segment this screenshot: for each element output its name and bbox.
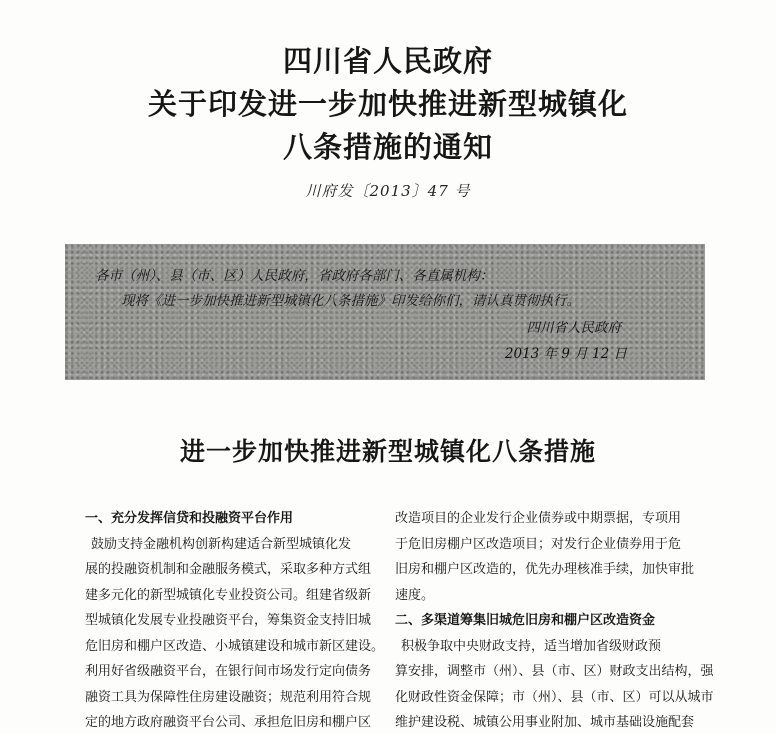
right-line: 化财政性资金保障；市（州）、县（市、区）可以从城市 <box>395 689 714 705</box>
document-number: 川府发〔2013〕47 号 <box>305 182 471 200</box>
title-line-2: 关于印发进一步加快推进新型城镇化 <box>147 87 628 121</box>
left-line: 融资工具为保障性住房建设融资；规范利用符合规 <box>85 689 372 705</box>
right-line: 改造项目的企业发行企业债券或中期票据，专项用 <box>395 511 682 526</box>
left-line: 利用好省级融资平台，在银行间市场发行定向债务 <box>85 664 372 679</box>
notice-body: 现将《进一步加快推进新型城镇化八条措施》印发给你们，请认真贯彻执行。 <box>121 293 580 309</box>
left-column <box>85 506 385 736</box>
right-line: 算安排，调整市（州）、县（市、区）财政支出结构，强 <box>395 664 714 679</box>
right-line: 旧房和棚户区改造的，优先办理核准手续，加快审批 <box>395 562 695 577</box>
right-line: 于危旧房棚户区改造项目；对发行企业债券用于危 <box>395 536 682 552</box>
right-heading: 二、多渠道筹集旧城危旧房和棚户区改造资金 <box>395 613 656 628</box>
section-title: 进一步加快推进新型城镇化八条措施 <box>179 437 596 466</box>
notice-date: 2013 年 9 月 12 日 <box>504 346 627 362</box>
notice-issuer: 四川省人民政府 <box>526 320 621 336</box>
title-line-1: 四川省人民政府 <box>282 44 493 78</box>
left-heading: 一、充分发挥信贷和投融资平台作用 <box>85 511 294 526</box>
left-line: 鼓励支持金融机构创新构建适合新型城镇化发 <box>91 536 352 552</box>
left-line: 型城镇化发展专业投融资平台，筹集资金支持旧城 <box>85 613 372 628</box>
left-line: 展的投融资机制和金融服务模式，采取多种方式组 <box>85 562 372 577</box>
title-line-3: 八条措施的通知 <box>282 130 493 164</box>
left-line: 建多元化的新型城镇化专业投资公司。组建省级新 <box>85 587 372 603</box>
left-line: 定的地方政府融资平台公司、承担危旧房和棚户区 <box>85 715 372 730</box>
notice-box <box>65 244 705 380</box>
left-line: 危旧房和棚户区改造、小城镇建设和城市新区建设。 <box>85 638 385 654</box>
document-title <box>0 40 776 169</box>
right-column <box>395 506 714 736</box>
right-line: 积极争取中央财政支持，适当增加省级财政预 <box>401 638 662 654</box>
notice-addressees: 各市（州）、县（市、区）人民政府，省政府各部门、各直属机构： <box>95 268 494 284</box>
right-line: 速度。 <box>395 587 435 603</box>
right-line: 维护建设税、城镇公用事业附加、城市基础设施配套 <box>395 715 695 730</box>
